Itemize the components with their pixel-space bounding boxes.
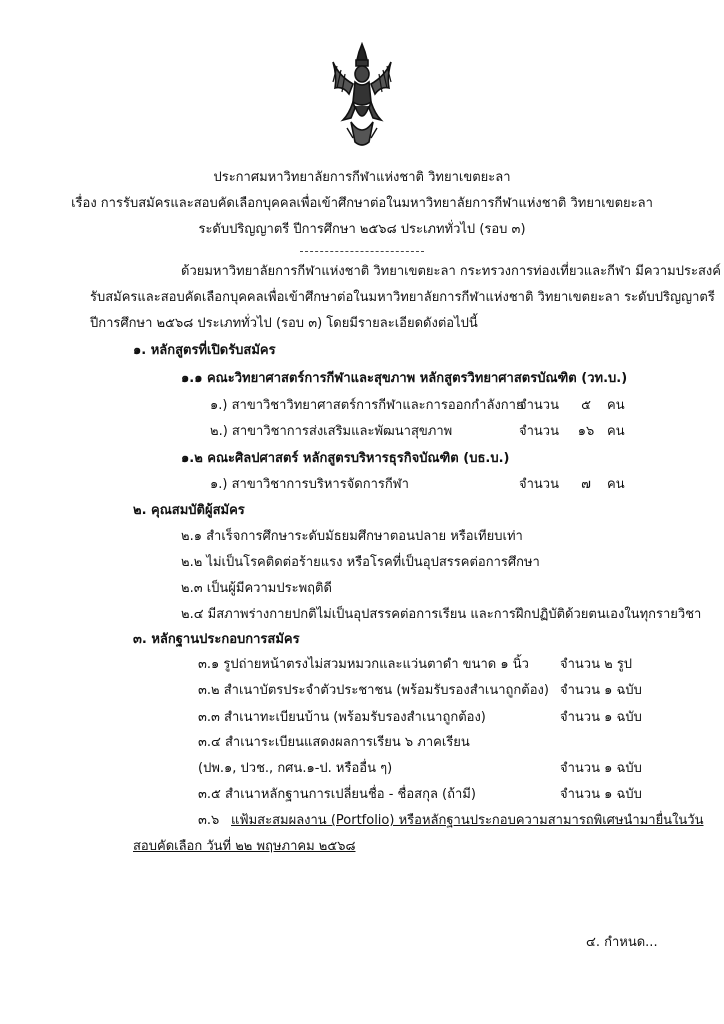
faculty-2-heading: ๑.๒ คณะศิลปศาสตร์ หลักสูตรบริหารธุรกิจบัณฑิต (บธ.บ.) <box>181 451 510 466</box>
garuda-emblem-icon <box>329 42 395 150</box>
qualification-item: ๒.๓ เป็นผู้มีความประพฤติดี <box>181 581 332 596</box>
intro-line: ด้วยมหาวิทยาลัยการกีฬาแห่งชาติ วิทยาเขตยะลา กระทรวงการท่องเที่ยวและกีฬา มีความประสงค์ <box>181 264 721 279</box>
announcement-title: ประกาศมหาวิทยาลัยการกีฬาแห่งชาติ วิทยาเขตยะลา <box>213 170 511 185</box>
document-item-qty: จำนวน ๑ ฉบับ <box>560 710 642 725</box>
intro-line: รับสมัครและสอบคัดเลือกบุคคลเพื่อเข้าศึกษาต่อในมหาวิทยาลัยการกีฬาแห่งชาติ วิทยาเขตยะลา ระดับปริญญาตรี <box>90 290 715 305</box>
document-item-detail: (ปพ.๑, ปวช., กศน.๑-ป. หรืออื่น ๆ) <box>198 761 393 776</box>
document-item: ๓.๕ สำเนาหลักฐานการเปลี่ยนชื่อ - ชื่อสกุล (ถ้ามี) <box>198 787 476 802</box>
document-item-qty: จำนวน ๑ ฉบับ <box>560 787 642 802</box>
header-separator <box>300 251 424 252</box>
program-count-unit: คน <box>607 477 625 492</box>
faculty-1-heading: ๑.๑ คณะวิทยาศาสตร์การกีฬาและสุขภาพ หลักสูตรวิทยาศาสตรบัณฑิต (วท.บ.) <box>181 371 628 386</box>
program-count: ๕ <box>581 398 591 413</box>
program-label: ๑.) สาขาวิชาวิทยาศาสตร์การกีฬาและการออกกำลังกาย <box>210 398 524 413</box>
program-count-unit: คน <box>607 424 625 439</box>
document-item-qty: จำนวน ๒ รูป <box>560 657 633 672</box>
document-item: ๓.๓ สำเนาทะเบียนบ้าน (พร้อมรับรองสำเนาถูกต้อง) <box>198 710 486 725</box>
program-label: ๑.) สาขาวิชาการบริหารจัดการกีฬา <box>210 477 409 492</box>
document-item-number: ๓.๖ <box>198 813 220 828</box>
section-2-title: ๒. คุณสมบัติผู้สมัคร <box>133 503 245 518</box>
intro-line: ปีการศึกษา ๒๕๖๘ ประเภททั่วไป (รอบ ๓) โดยมีรายละเอียดดังต่อไปนี้ <box>90 316 478 331</box>
announcement-level: ระดับปริญญาตรี ปีการศึกษา ๒๕๖๘ ประเภททั่วไป (รอบ ๓) <box>198 222 526 237</box>
program-count-word: จำนวน <box>519 424 559 439</box>
next-page-marker: ๔. กำหนด... <box>586 935 658 950</box>
section-3-title: ๓. หลักฐานประกอบการสมัคร <box>133 632 300 647</box>
document-item: ๓.๔ สำเนาระเบียนแสดงผลการเรียน ๖ ภาคเรียน <box>198 735 470 750</box>
program-count: ๗ <box>581 477 591 492</box>
section-1-title: ๑. หลักสูตรที่เปิดรับสมัคร <box>133 343 276 358</box>
portfolio-requirement-date: สอบคัดเลือก วันที่ ๒๒ พฤษภาคม ๒๕๖๘ <box>133 839 356 854</box>
document-item-qty: จำนวน ๑ ฉบับ <box>560 761 642 776</box>
announcement-subject: เรื่อง การรับสมัครและสอบคัดเลือกบุคคลเพื่อเข้าศึกษาต่อในมหาวิทยาลัยการกีฬาแห่งชาติ วิทยาเขตยะลา <box>71 196 653 211</box>
qualification-item: ๒.๒ ไม่เป็นโรคติดต่อร้ายแรง หรือโรคที่เป็นอุปสรรคต่อการศึกษา <box>181 555 540 570</box>
program-count-word: จำนวน <box>519 477 559 492</box>
program-count-unit: คน <box>607 398 625 413</box>
qualification-item: ๒.๔ มีสภาพร่างกายปกติไม่เป็นอุปสรรคต่อการเรียน และการฝึกปฏิบัติด้วยตนเองในทุกรายวิชา <box>181 607 702 622</box>
program-count: ๑๖ <box>577 424 595 439</box>
document-item-qty: จำนวน ๑ ฉบับ <box>560 683 642 698</box>
program-label: ๒.) สาขาวิชาการส่งเสริมและพัฒนาสุขภาพ <box>210 424 453 439</box>
portfolio-requirement: แฟ้มสะสมผลงาน (Portfolio) หรือหลักฐานประกอบความสามารถพิเศษนำมายื่นในวัน <box>231 813 704 828</box>
program-count-word: จำนวน <box>519 398 559 413</box>
document-item: ๓.๑ รูปถ่ายหน้าตรงไม่สวมหมวกและแว่นตาดำ ขนาด ๑ นิ้ว <box>198 657 529 672</box>
document-item: ๓.๒ สำเนาบัตรประจำตัวประชาชน (พร้อมรับรองสำเนาถูกต้อง) <box>198 683 549 698</box>
qualification-item: ๒.๑ สำเร็จการศึกษาระดับมัธยมศึกษาตอนปลาย หรือเทียบเท่า <box>181 529 523 544</box>
